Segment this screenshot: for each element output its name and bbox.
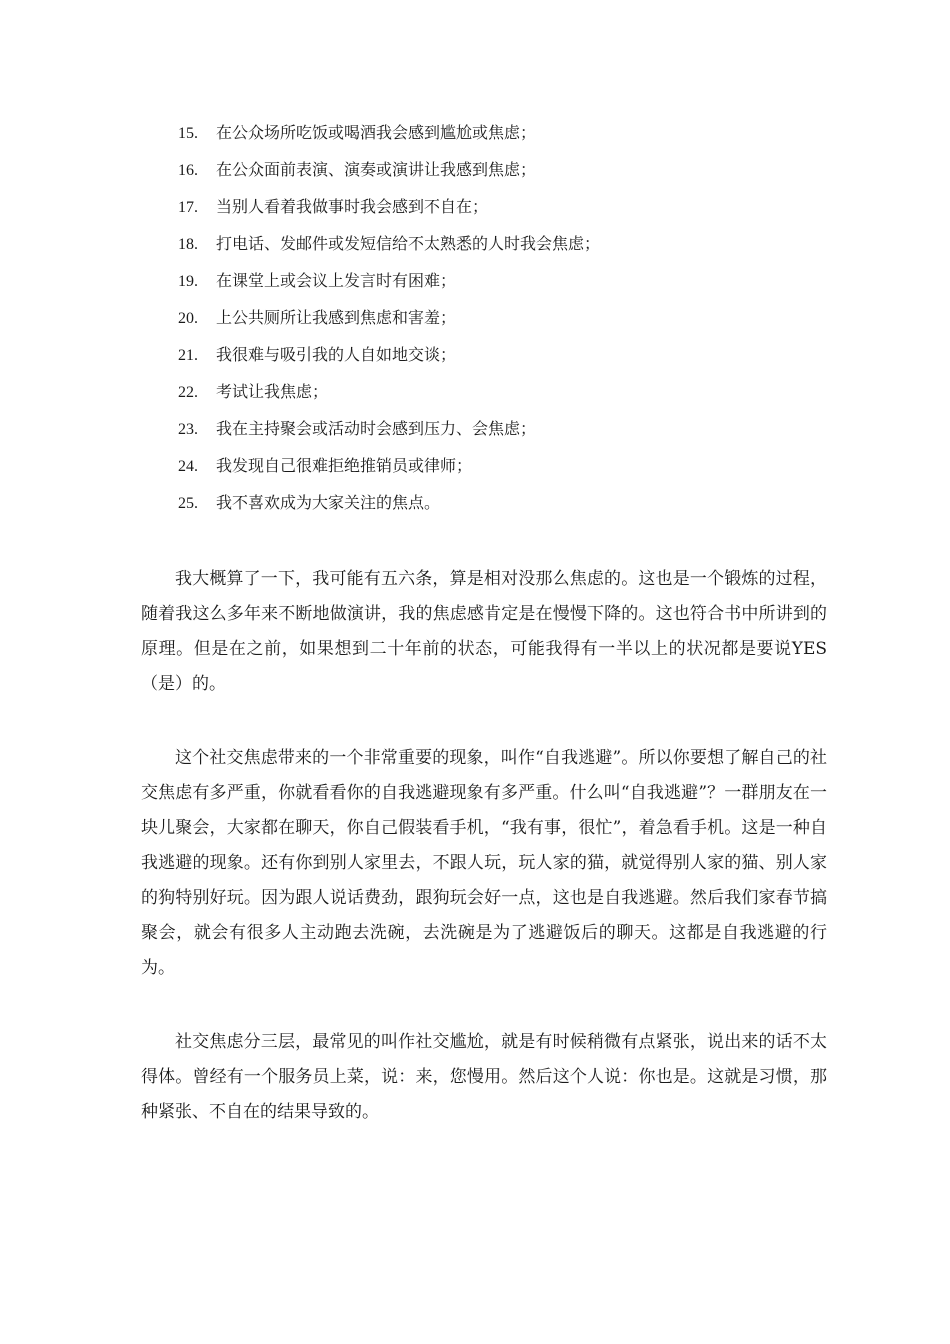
item-number: 24. [178,458,198,475]
item-text: 我发现自己很难拒绝推销员或律师； [216,456,473,475]
list-item [178,188,878,225]
questionnaire-list [178,114,878,521]
paragraph: 我大概算了一下，我可能有五六条，算是相对没那么焦虑的。这也是一个锻炼的过程，随着我这么多年来不断地做演讲，我的焦虑感肯定是在慢慢下降的。这也符合书中所讲到的原理。但是在之前，如果想到二十年前的状态，可能我得有一半以上的状况都是要说YES（是）的。 [141,569,827,694]
list-item [178,114,878,151]
list-item [178,410,878,447]
list-item [178,262,878,299]
item-number: 16. [178,162,198,179]
item-text: 考试让我焦虑； [216,382,329,401]
list-item [178,484,878,521]
list-item [178,373,878,410]
item-number: 21. [178,347,198,364]
list-item [178,225,878,262]
item-text: 我很难与吸引我的人自如地交谈； [216,345,457,364]
paragraph: 这个社交焦虑带来的一个非常重要的现象，叫作“自我逃避”。所以你要想了解自己的社交焦虑有多严重，你就看看你的自我逃避现象有多严重。什么叫“自我逃避”？一群朋友在一块儿聚会，大家都在聊天，你自己假装看手机，“我有事，很忙”，着急看手机。这是一种自我逃避的现象。还有你到别人家里去，不跟人玩，玩人家的猫，就觉得别人家的猫、别人家的狗特别好玩。因为跟人说话费劲，跟狗玩会好一点，这也是自我逃避。然后我们家春节搞聚会，就会有很多人主动跑去洗碗，去洗碗是为了逃避饭后的聊天。这都是自我逃避的行为。 [141,748,827,978]
item-text: 我不喜欢成为大家关注的焦点。 [216,493,441,512]
item-number: 23. [178,421,198,438]
list-item [178,447,878,484]
item-number: 25. [178,495,198,512]
item-text: 当别人看着我做事时我会感到不自在； [216,197,489,216]
list-item [178,299,878,336]
paragraph: 社交焦虑分三层，最常见的叫作社交尴尬，就是有时候稍微有点紧张，说出来的话不太得体。曾经有一个服务员上菜，说：来，您慢用。然后这个人说：你也是。这就是习惯，那种紧张、不自在的结果导致的。 [141,1032,827,1122]
item-text: 在公众场所吃饭或喝酒我会感到尴尬或焦虑； [216,123,537,142]
list-item [178,336,878,373]
item-number: 17. [178,199,198,216]
item-text: 打电话、发邮件或发短信给不太熟悉的人时我会焦虑； [216,234,601,253]
body-text [141,562,827,1169]
item-number: 15. [178,125,198,142]
item-text: 上公共厕所让我感到焦虑和害羞； [216,308,457,327]
item-number: 18. [178,236,198,253]
list-item [178,151,878,188]
item-text: 我在主持聚会或活动时会感到压力、会焦虑； [216,419,537,438]
item-number: 20. [178,310,198,327]
item-text: 在课堂上或会议上发言时有困难； [216,271,457,290]
item-number: 19. [178,273,198,290]
item-number: 22. [178,384,198,401]
item-text: 在公众面前表演、演奏或演讲让我感到焦虑； [216,160,537,179]
